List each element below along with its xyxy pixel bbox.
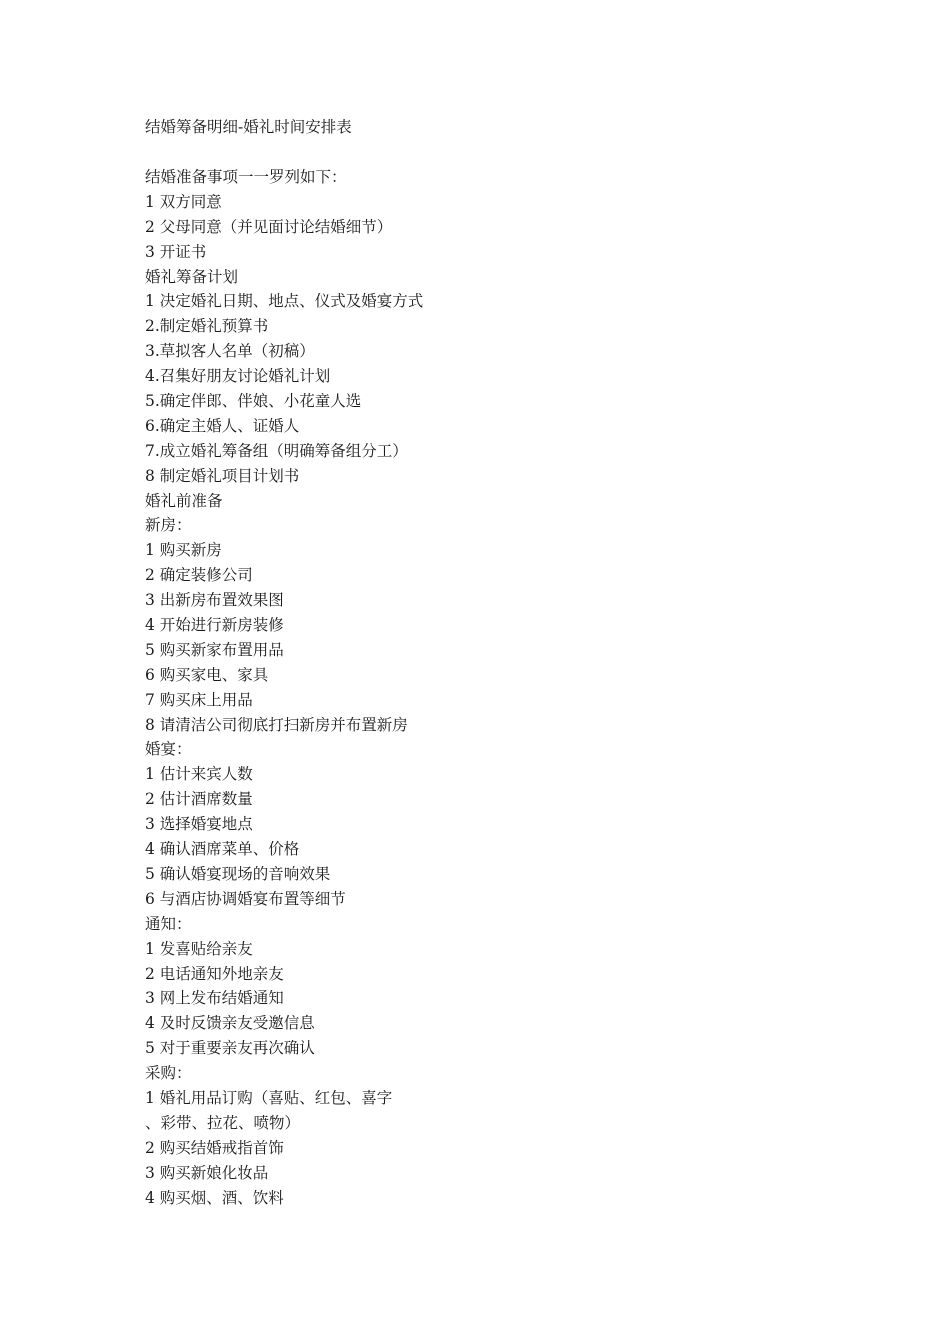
text-line: 6 与酒店协调婚宴布置等细节 — [145, 889, 346, 908]
text-line: 5.确定伴郎、伴娘、小花童人选 — [145, 392, 362, 411]
text-line: 4 确认酒席菜单、价格 — [145, 840, 300, 859]
text-line: 3 购买新娘化妆品 — [145, 1163, 269, 1182]
text-line: 4 及时反馈亲友受邀信息 — [145, 1014, 315, 1033]
text-line: 5 购买新家布置用品 — [145, 640, 284, 659]
document-lines — [145, 165, 845, 1210]
text-line: 4 开始进行新房装修 — [145, 616, 284, 635]
text-line: 结婚准备事项一一罗列如下： — [145, 168, 347, 186]
text-line: 1 决定婚礼日期、地点、仪式及婚宴方式 — [145, 292, 424, 311]
text-line: 2 电话通知外地亲友 — [145, 964, 284, 983]
text-line: 1 婚礼用品订购（喜贴、红包、喜字 — [145, 1088, 393, 1107]
text-line: 3 网上发布结婚通知 — [145, 989, 284, 1008]
text-line: 1 发喜贴给亲友 — [145, 939, 253, 958]
text-line: 1 估计来宾人数 — [145, 765, 253, 784]
text-line: 2 估计酒席数量 — [145, 790, 253, 809]
section-heading: 婚礼筹备计划 — [145, 267, 239, 286]
text-line: 、彩带、拉花、喷物） — [145, 1113, 301, 1132]
text-line: 1 购买新房 — [145, 541, 222, 560]
text-line: 2 父母同意（并见面讨论结婚细节） — [145, 217, 393, 236]
subsection-heading: 婚宴： — [145, 740, 192, 759]
text-line: 8 请清洁公司彻底打扫新房并布置新房 — [145, 715, 408, 734]
text-line: 8 制定婚礼项目计划书 — [145, 466, 300, 485]
text-line: 3.草拟客人名单（初稿） — [145, 342, 315, 361]
text-line: 5 对于重要亲友再次确认 — [145, 1039, 315, 1058]
text-line: 5 确认婚宴现场的音响效果 — [145, 864, 331, 883]
text-line: 2 购买结婚戒指首饰 — [145, 1138, 284, 1157]
section-heading: 婚礼前准备 — [145, 491, 223, 510]
text-line: 2 确定装修公司 — [145, 566, 253, 585]
subsection-heading: 新房： — [145, 516, 192, 535]
text-line: 7 购买床上用品 — [145, 690, 253, 709]
text-line: 6 购买家电、家具 — [145, 665, 269, 684]
text-line: 3 出新房布置效果图 — [145, 591, 284, 610]
text-line: 7.成立婚礼筹备组（明确筹备组分工） — [145, 441, 408, 460]
text-line: 6.确定主婚人、证婚人 — [145, 416, 300, 435]
document-page — [145, 115, 845, 1210]
document-title: 结婚筹备明细-婚礼时间安排表 — [145, 118, 352, 136]
subsection-heading: 采购： — [145, 1064, 192, 1083]
text-line: 3 开证书 — [145, 242, 207, 261]
text-line: 2.制定婚礼预算书 — [145, 317, 269, 336]
text-line: 4 购买烟、酒、饮料 — [145, 1188, 284, 1207]
subsection-heading: 通知： — [145, 914, 192, 933]
text-line: 3 选择婚宴地点 — [145, 815, 253, 834]
text-line: 1 双方同意 — [145, 192, 222, 211]
text-line: 4.召集好朋友讨论婚礼计划 — [145, 367, 331, 386]
